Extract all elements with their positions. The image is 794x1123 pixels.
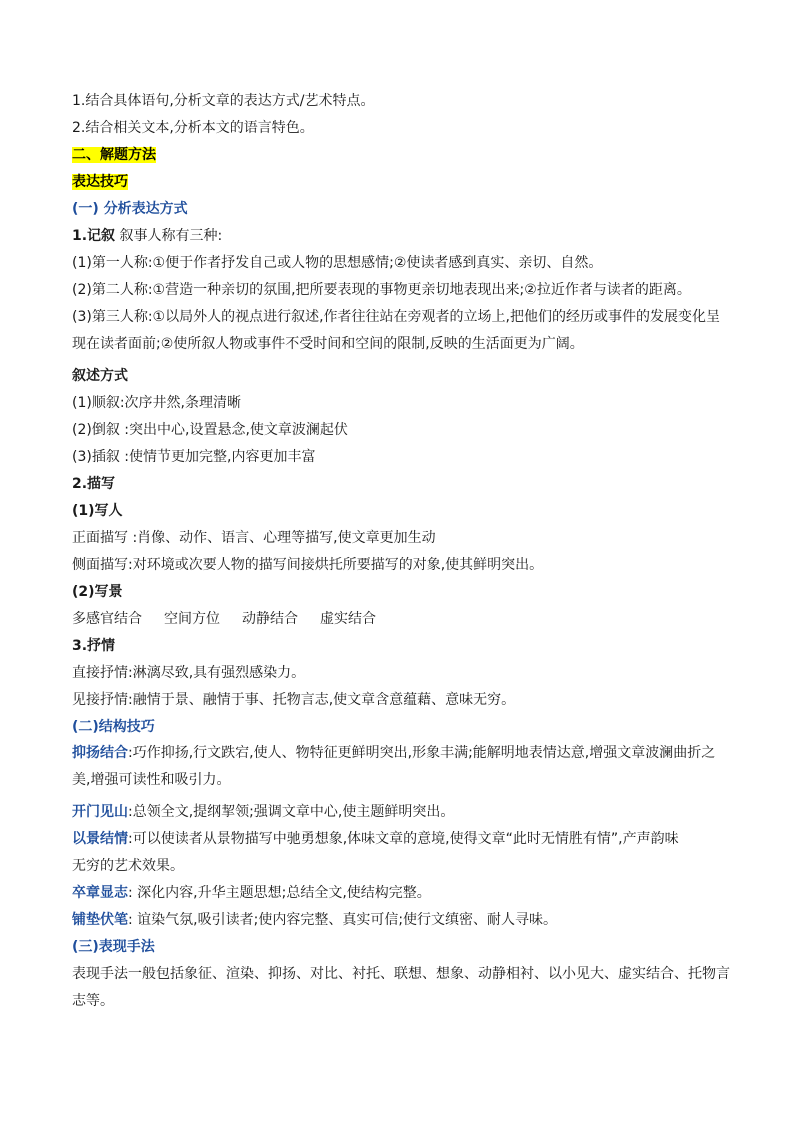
section-heading-methods — [72, 146, 732, 173]
structure-label: 开门见山 — [72, 804, 128, 820]
mode-chronological: (1)顺叙:次序井然,条理清晰 — [72, 394, 241, 411]
narration-text: 叙事人称有三种: — [115, 228, 223, 244]
structure-label: 抑扬结合 — [72, 745, 128, 761]
structure-text: : 谊染气氛,吸引读者;使内容完整、真实可信;使行文缜密、耐人寻味。 — [128, 912, 558, 928]
describe-scene-heading: (2)写景 — [72, 583, 123, 600]
structure-scene-ending — [72, 830, 732, 857]
expression-techniques-text: 表现手法一般包括象征、渲染、抑扬、对比、衬托、联想、想象、动静相衬、以小见大、虚实结合、托物言志等。 — [72, 965, 730, 1009]
objective-2: 2.结合相关文本,分析本文的语言特色。 — [72, 120, 314, 136]
person-third: (3)第三人称:①以局外人的视点进行叙述,作者往往站在旁观者的立场上,把他们的经历或事件的发展变化呈现在读者面前;②使所叙人物或事件不受时间和空间的限制,反映的生活面更为广阔。 — [72, 308, 720, 352]
structure-label: 铺垫伏笔 — [72, 912, 128, 928]
scene-item: 动静结合 — [242, 610, 298, 627]
highlighted-heading: 二、解题方法 — [72, 147, 156, 163]
structure-text: :总领全文,提纲挈领;强调文章中心,使主题鲜明突出。 — [128, 804, 455, 820]
document-page — [72, 92, 732, 1024]
structure-foreshadow — [72, 911, 732, 938]
scene-item: 空间方位 — [164, 610, 220, 627]
scene-item: 多感官结合 — [72, 610, 142, 627]
subheading-expression-modes: (一) 分析表达方式 — [72, 201, 188, 217]
scene-item: 虚实结合 — [320, 610, 376, 627]
mode-interpolation: (3)插叙 :使情节更加完整,内容更加丰富 — [72, 448, 316, 465]
structure-contrast — [72, 740, 732, 794]
structure-text: :巧作抑扬,行文跌宕,使人、物特征更鲜明突出,形象丰满;能解明地表情达意,增强文章波澜曲折之美,增强可读性和吸引力。 — [72, 745, 716, 788]
structure-closing-theme — [72, 884, 732, 911]
structure-text: : 深化内容,升华主题思想;总结全文,使结构完整。 — [128, 885, 431, 901]
mode-flashback: (2)倒叙 :突出中心,设置悬念,使文章波澜起伏 — [72, 421, 348, 438]
indirect-lyric: 见接抒情:融情于景、融情于事、托物言志,使文章含意蕴藉、意味无穷。 — [72, 691, 516, 708]
structure-label: 以景结情 — [72, 831, 128, 847]
structure-text: :可以使读者从景物描写中驰勇想象,体味文章的意境,使得文章“此时无情胜有情”,产声韵味 — [128, 831, 679, 847]
subheading-structure: (二)结构技巧 — [72, 718, 155, 735]
subheading-expression-techniques: (三)表现手法 — [72, 939, 155, 955]
objective-1: 1.结合具体语句,分析文章的表达方式/艺术特点。 — [72, 93, 375, 109]
structure-scene-ending-cont: 无穷的艺术效果。 — [72, 858, 184, 874]
lyric-title: 3.抒情 — [72, 637, 116, 654]
structure-direct-open — [72, 803, 732, 830]
scene-techniques — [72, 610, 732, 637]
side-description: 侧面描写:对环境或次要人物的描写间接烘托所要描写的对象,使其鲜明突出。 — [72, 556, 544, 573]
person-first: (1)第一人称:①便于作者抒发自己或人物的思想感情;②使读者感到真实、亲切、自然。 — [72, 255, 603, 271]
narration-title: 1.记叙 — [72, 228, 116, 244]
structure-label: 卒章显志 — [72, 885, 128, 901]
highlighted-heading: 表达技巧 — [72, 174, 128, 190]
describe-person-heading: (1)写人 — [72, 502, 123, 519]
person-second: (2)第二人称:①营造一种亲切的氛围,把所要表现的事物更亲切地表现出来;②拉近作者与读者的距离。 — [72, 282, 691, 298]
narration-intro — [72, 227, 732, 254]
section-heading-skills — [72, 173, 732, 200]
direct-lyric: 直接抒情:淋漓尽致,具有强烈感染力。 — [72, 664, 306, 681]
description-title: 2.描写 — [72, 475, 116, 492]
narration-mode-heading: 叙述方式 — [72, 367, 128, 384]
front-description: 正面描写 :肖像、动作、语言、心理等描写,使文章更加生动 — [72, 529, 436, 546]
